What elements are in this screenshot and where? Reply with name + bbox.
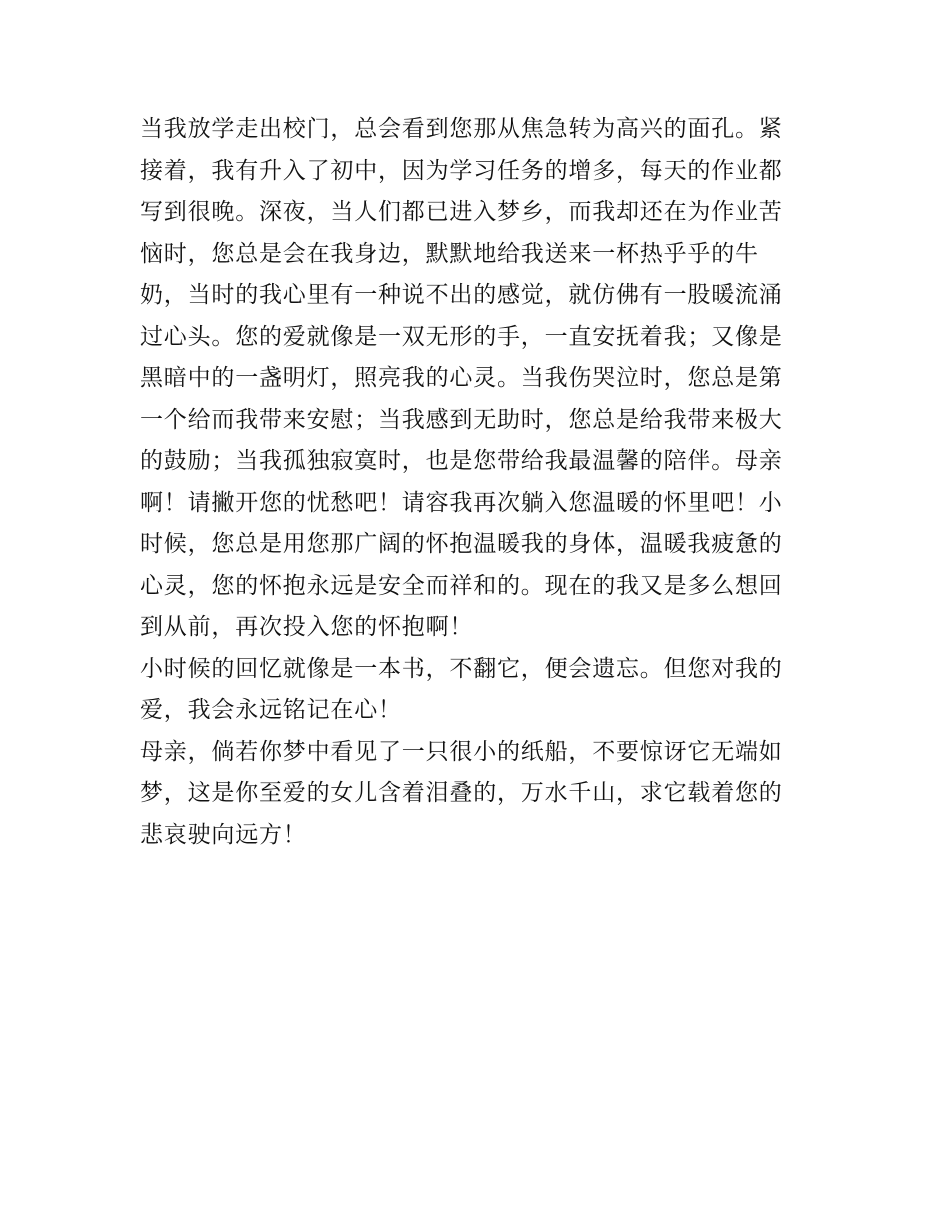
- text-line: 写到很晚。深夜，当人们都已进入梦乡，而我却还在为作业苦: [140, 199, 783, 225]
- text-line: 到从前，再次投入您的怀抱啊！: [140, 614, 474, 640]
- text-line: 的鼓励；当我孤独寂寞时，也是您带给我最温馨的陪伴。母亲: [140, 448, 783, 474]
- text-line: 梦，这是你至爱的女儿含着泪叠的，万水千山，求它载着您的: [140, 780, 783, 806]
- text-line: 过心头。您的爱就像是一双无形的手，一直安抚着我；又像是: [140, 323, 783, 350]
- text-line: 黑暗中的一盏明灯，照亮我的心灵。当我伤哭泣时，您总是第: [140, 365, 783, 391]
- text-line: 一个给而我带来安慰；当我感到无助时，您总是给我带来极大: [140, 406, 783, 433]
- text-line: 悲哀驶向远方！: [140, 821, 307, 848]
- text-line: 接着，我有升入了初中，因为学习任务的增多，每天的作业都: [140, 157, 783, 184]
- text-line: 当我放学走出校门，总会看到您那从焦急转为高兴的面孔。紧: [140, 116, 783, 142]
- text-line: 心灵，您的怀抱永远是安全而祥和的。现在的我又是多么想回: [140, 572, 783, 599]
- text-line: 小时候的回忆就像是一本书，不翻它，便会遗忘。但您对我的: [140, 655, 783, 682]
- text-line: 时候，您总是用您那广阔的怀抱温暖我的身体，温暖我疲惫的: [140, 531, 783, 557]
- text-line: 啊！请撇开您的忧愁吧！请容我再次躺入您温暖的怀里吧！小: [140, 489, 783, 516]
- text-line: 爱，我会永远铭记在心！: [140, 697, 402, 723]
- text-line: 奶，当时的我心里有一种说不出的感觉，就仿佛有一股暖流涌: [140, 282, 783, 308]
- text-line: 恼时，您总是会在我身边，默默地给我送来一杯热乎乎的牛: [140, 240, 759, 267]
- text-line: 母亲，倘若你梦中看见了一只很小的纸船，不要惊讶它无端如: [140, 738, 783, 765]
- body-text: [140, 109, 820, 856]
